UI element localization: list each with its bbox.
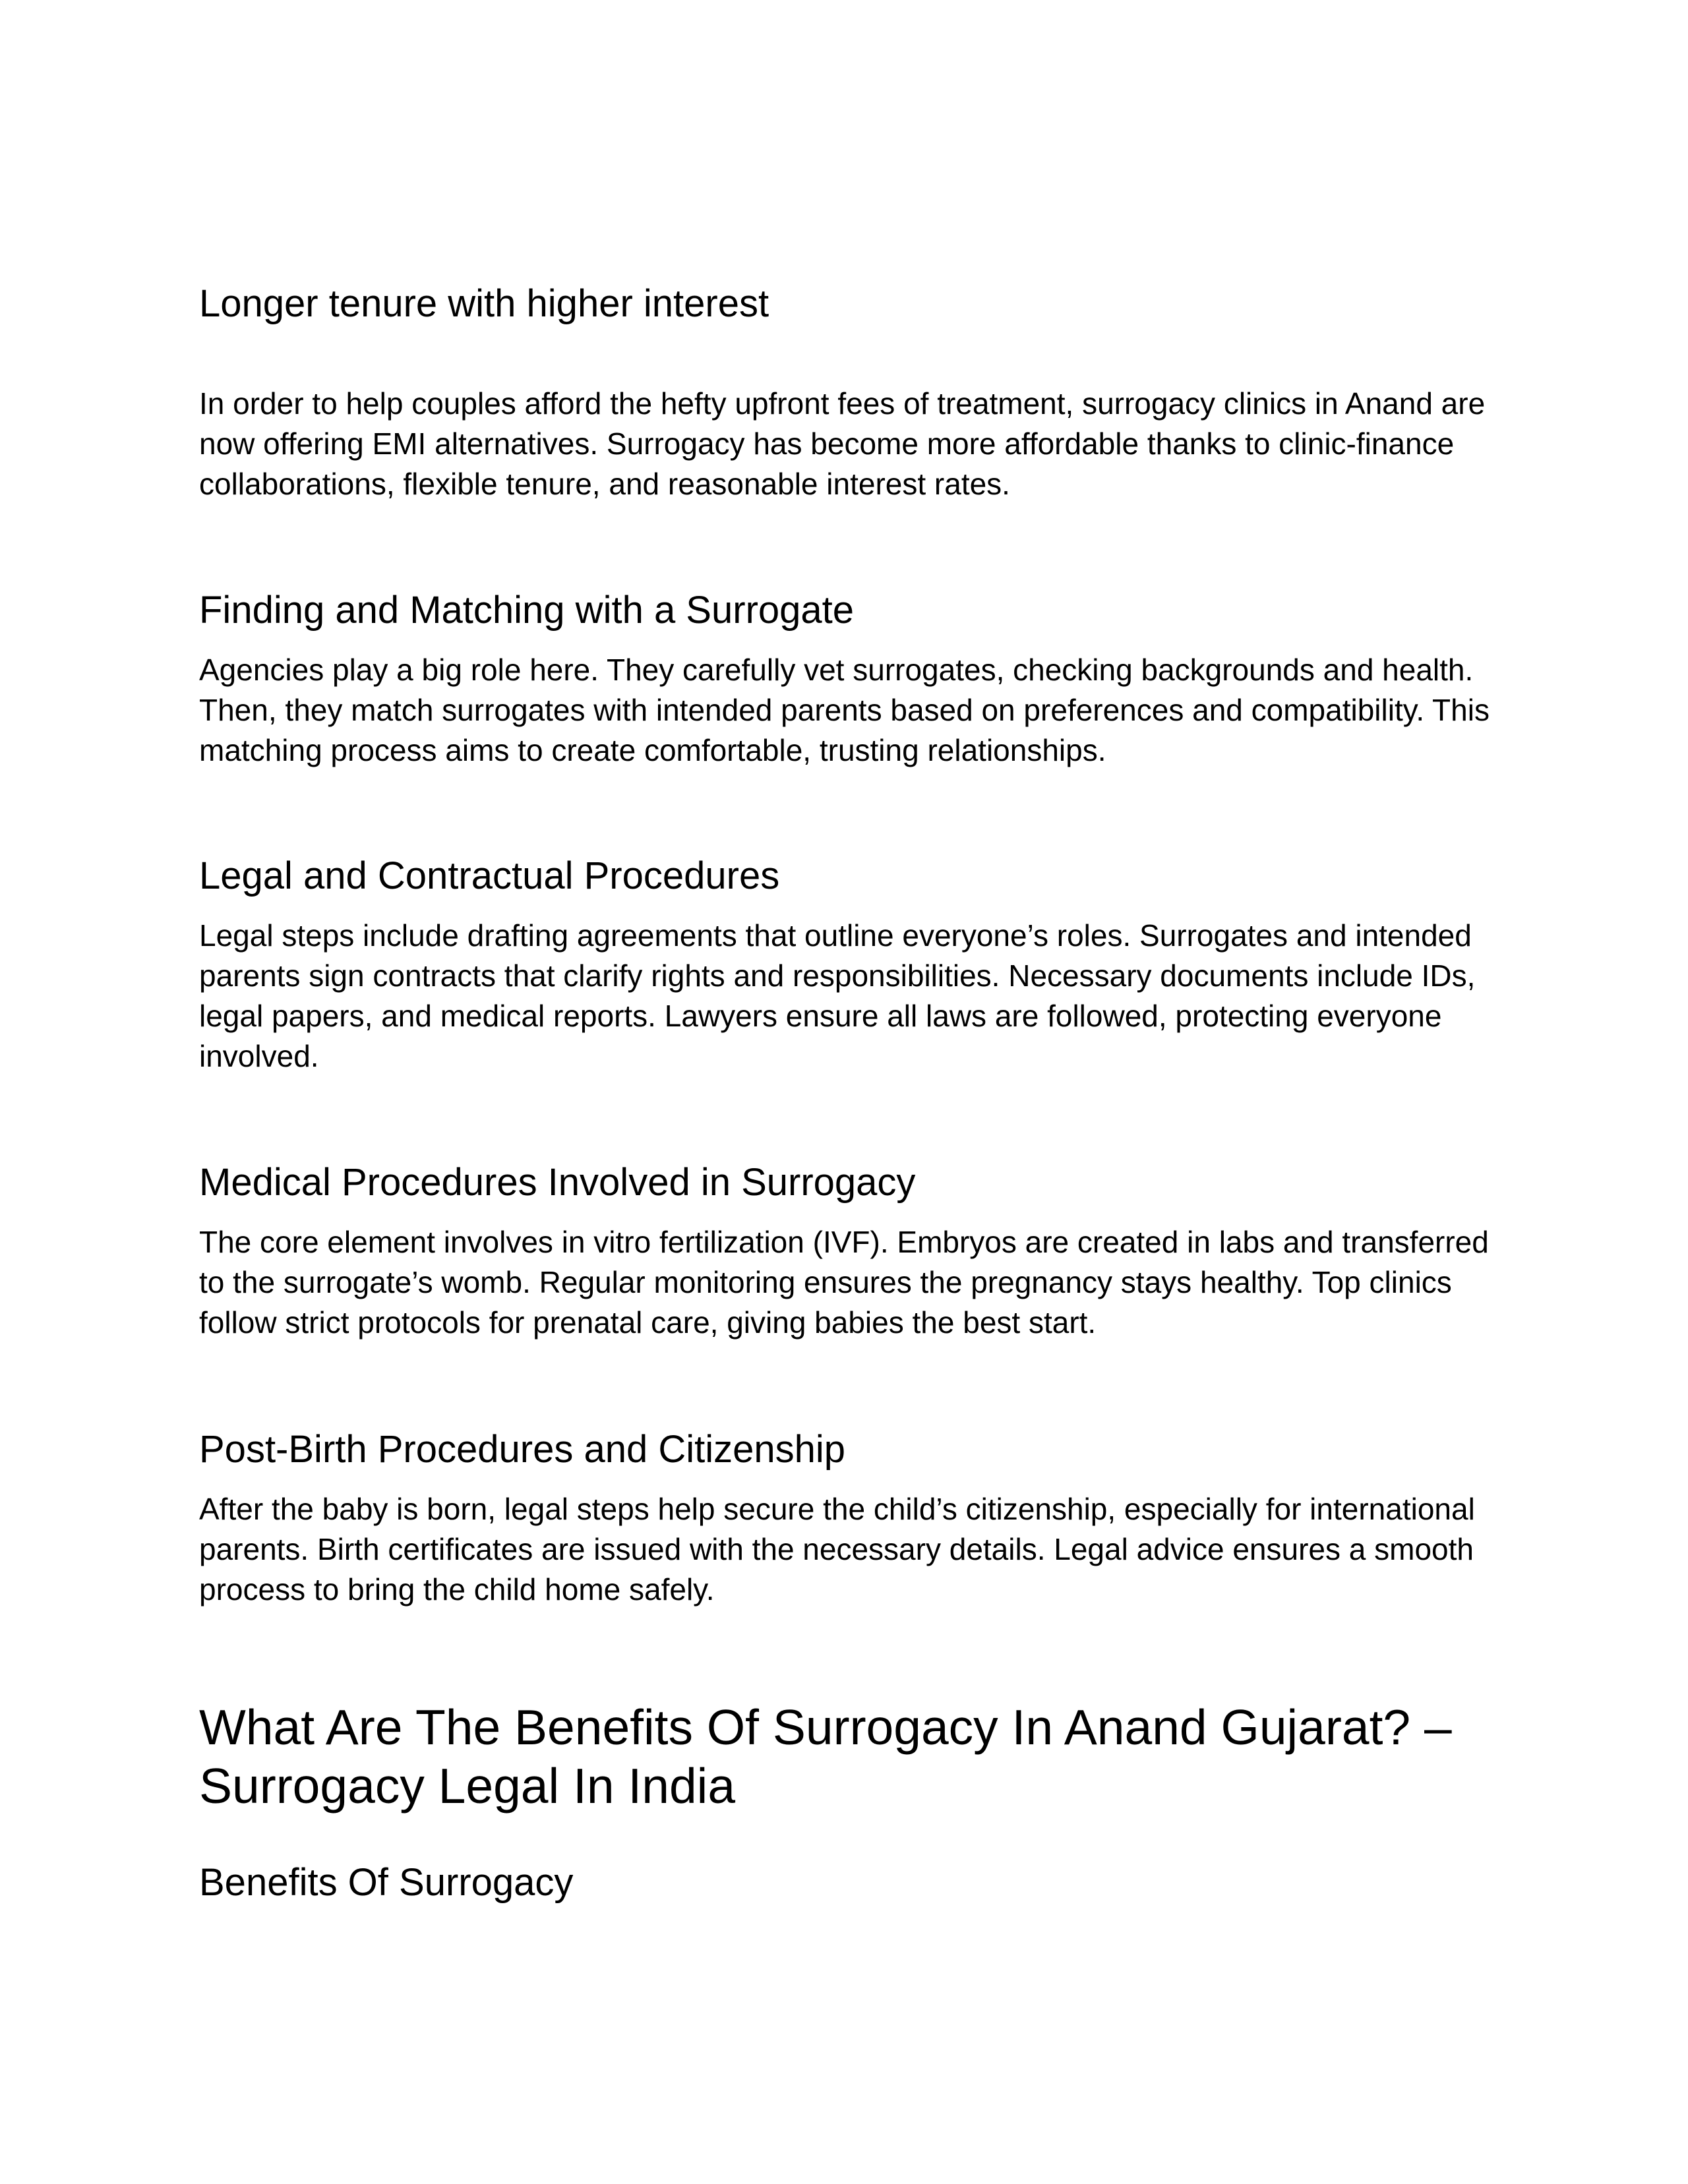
text-line: Then, they match surrogates with intended parents based on preferences and compatibility. This: [199, 693, 1490, 727]
heading-line: What Are The Benefits Of Surrogacy In Anand Gujarat? –: [199, 1699, 1452, 1755]
text-line: collaborations, flexible tenure, and reasonable interest rates.: [199, 467, 1010, 501]
section-paragraph: [199, 916, 1475, 1077]
section-heading: Legal and Contractual Procedures: [199, 854, 780, 897]
section-heading: Longer tenure with higher interest: [199, 282, 769, 325]
text-line: now offering EMI alternatives. Surrogacy has become more affordable thanks to clinic-finance: [199, 427, 1455, 461]
section-paragraph: [199, 384, 1485, 504]
text-line: matching process aims to create comfortable, trusting relationships.: [199, 733, 1106, 767]
text-line: After the baby is born, legal steps help secure the child’s citizenship, especially for international: [199, 1492, 1475, 1526]
section-paragraph: [199, 650, 1490, 771]
heading-line: Surrogacy Legal In India: [199, 1758, 736, 1814]
text-line: parents sign contracts that clarify rights and responsibilities. Necessary documents include IDs,: [199, 959, 1476, 993]
text-line: follow strict protocols for prenatal care, giving babies the best start.: [199, 1305, 1097, 1340]
main-heading: [199, 1698, 1452, 1815]
section-heading: Medical Procedures Involved in Surrogacy: [199, 1161, 916, 1204]
text-line: The core element involves in vitro fertilization (IVF). Embryos are created in labs and transferred: [199, 1225, 1489, 1259]
text-line: involved.: [199, 1039, 319, 1073]
section-heading: Post-Birth Procedures and Citizenship: [199, 1428, 846, 1471]
sub-heading: Benefits Of Surrogacy: [199, 1861, 574, 1904]
section-heading: Finding and Matching with a Surrogate: [199, 589, 855, 632]
text-line: Agencies play a big role here. They carefully vet surrogates, checking backgrounds and health.: [199, 653, 1474, 687]
text-line: parents. Birth certificates are issued with the necessary details. Legal advice ensures a smooth: [199, 1532, 1474, 1566]
text-line: to the surrogate’s womb. Regular monitoring ensures the pregnancy stays healthy. Top clinics: [199, 1265, 1452, 1299]
text-line: Legal steps include drafting agreements that outline everyone’s roles. Surrogates and intended: [199, 918, 1472, 953]
section-paragraph: [199, 1489, 1475, 1610]
text-line: legal papers, and medical reports. Lawyers ensure all laws are followed, protecting everyone: [199, 999, 1442, 1033]
text-line: In order to help couples afford the hefty upfront fees of treatment, surrogacy clinics in Anand are: [199, 386, 1486, 421]
section-paragraph: [199, 1222, 1489, 1343]
text-line: process to bring the child home safely.: [199, 1572, 715, 1607]
